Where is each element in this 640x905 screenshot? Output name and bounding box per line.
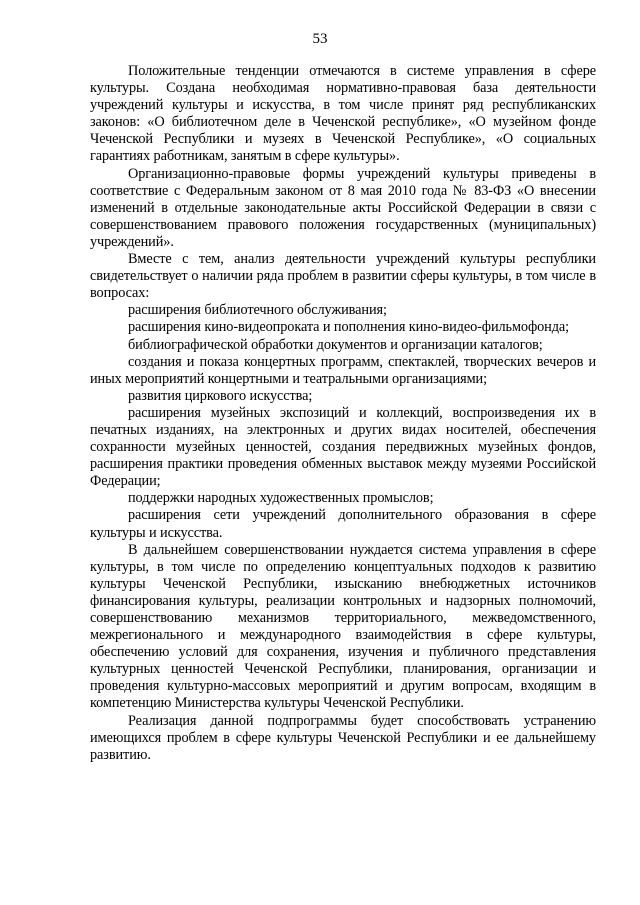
page-number: 53 [312, 31, 328, 47]
list-item-film-rental: расширения кино-видеопроката и пополнения кино-видео-фильмофонда; [128, 319, 569, 336]
list-item-circus-art: развития циркового искусства; [128, 387, 313, 404]
list-item-library-service: расширения библиотечного обслуживания; [128, 302, 387, 319]
list-item-additional-education: расширения сети учреждений дополнительного образования в сфере культуры и искусства. [90, 507, 596, 541]
list-item-folk-crafts: поддержки народных художественных промыслов; [128, 490, 434, 507]
paragraph-management-improvement: В дальнейшем совершенствовании нуждается система управления в сфере культуры, в том числе по определению концептуальных подходов к развитию культуры Чеченской Республики, изысканию внебюджетных источников финансирования культуры, реализации контрольных и надзорных полномочий, совершенствованию механизмов территориального, межведомственного, межрегионального и международного взаимодействия в сфере культуры, обеспечению условий для сохранения, изучения и публичного представления культурных ценностей Чеченской Республики, планирования, организации и проведения культурно-массовых мероприятий и другим вопросам, входящим в компетенцию Министерства культуры Чеченской Республики. [90, 541, 596, 712]
paragraph-positive-trends: Положительные тенденции отмечаются в системе управления в сфере культуры. Создана необходимая нормативно-правовая база деятельности учреждений культуры и искусства, в том числе принят ряд республиканских законов: «О библиотечном деле в Чеченской республике», «О музейном фонде Чеченской Республики и музеях в Чеченской Республике», «О социальных гарантиях работникам, занятым в сфере культуры». [90, 63, 596, 165]
list-item-museum-expositions: расширения музейных экспозиций и коллекций, воспроизведения их в печатных изданиях, на электронных и других видах носителей, обеспечения сохранности музейных ценностей, создания передвижных музейных фондов, расширения практики проведения обменных выставок между музеями Российской Федерации; [90, 404, 596, 490]
document-body [90, 63, 596, 764]
paragraph-problems-intro: Вместе с тем, анализ деятельности учреждений культуры республики свидетельствует о наличии ряда проблем в развитии сферы культуры, в том числе в вопросах: [90, 251, 596, 302]
paragraph-subprogram-conclusion: Реализация данной подпрограммы будет способствовать устранению имеющихся проблем в сфере культуры Чеченской Республики и ее дальнейшему развитию. [90, 712, 596, 763]
paragraph-legal-forms: Организационно-правовые формы учреждений культуры приведены в соответствие с Федеральным законом от 8 мая 2010 года № 83-ФЗ «О внесении изменений в отдельные законодательные акты Российской Федерации в связи с совершенствованием правового положения государственных (муниципальных) учреждений». [90, 165, 596, 250]
list-item-bibliographic-processing: библиографической обработки документов и организации каталогов; [128, 336, 543, 353]
list-item-concert-programs: создания и показа концертных программ, спектаклей, творческих вечеров и иных мероприятий концертными и театральными организациями; [90, 353, 596, 387]
